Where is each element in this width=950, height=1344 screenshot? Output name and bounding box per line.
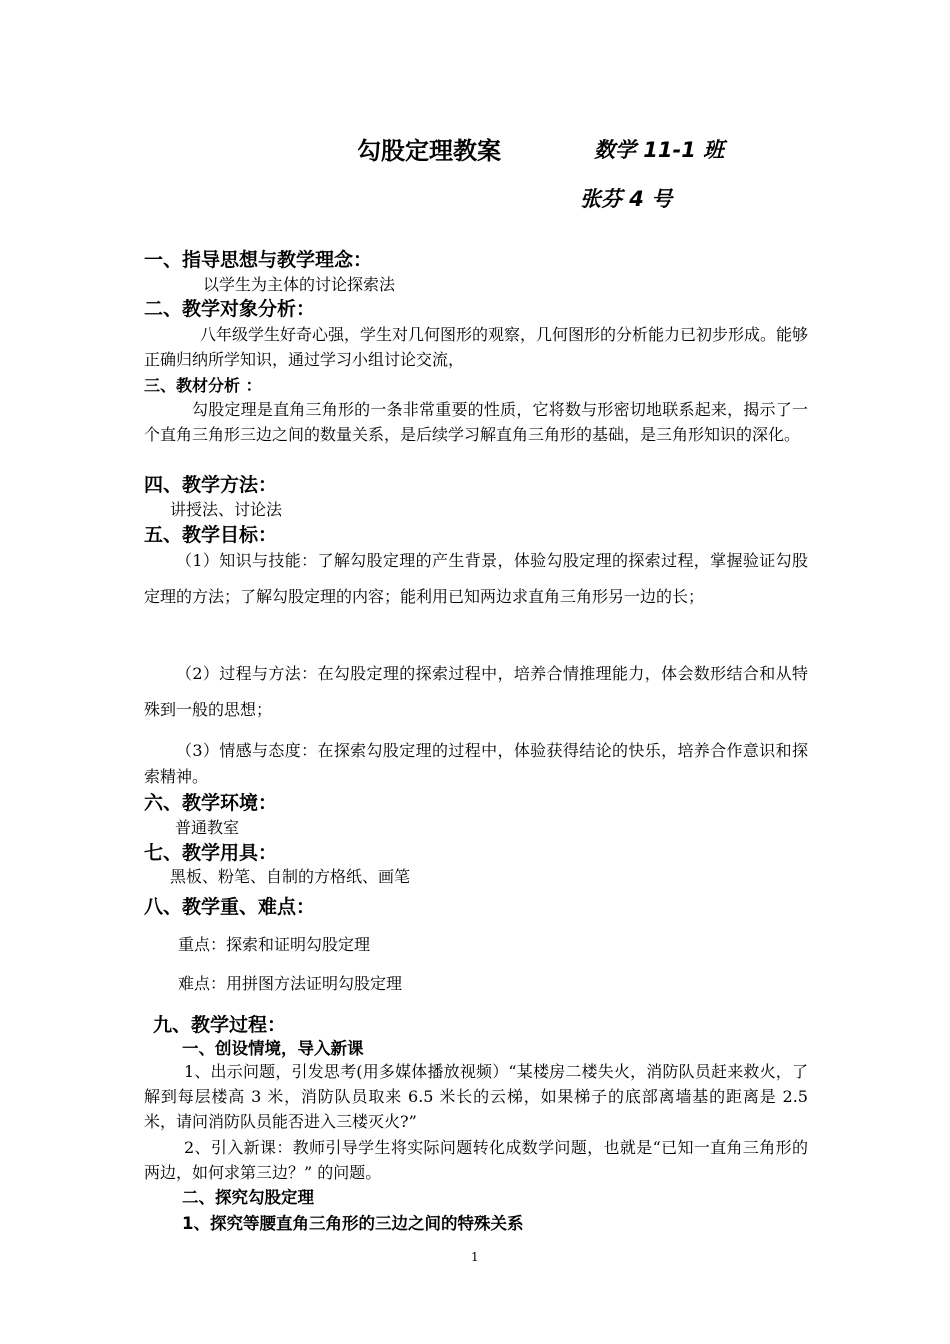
section-heading-2: 二、教学对象分析： (144, 298, 316, 320)
section-text-3: 勾股定理是直角三角形的一条非常重要的性质，它将数与形密切地联系起来，揭示了一个直角三角形三边之间的数量关系，是后续学习解直角三角形的基础，是三角形知识的深化。 (144, 400, 808, 444)
section-heading-1: 一、指导思想与教学理念： (144, 249, 373, 271)
page-number: 1 (471, 1250, 479, 1264)
process-paragraph-2: 2、引入新课：教师引导学生将实际问题转化成数学问题，也就是“已知一直角三角形的两边，如何求第三边？” 的问题。 (144, 1138, 808, 1182)
goal-emotion: （3）情感与态度：在探索勾股定理的过程中，体验获得结论的快乐，培养合作意识和探索精神。 (144, 741, 808, 786)
process-paragraph-1: 1、出示问题，引发思考(用多媒体播放视频）“某楼房二楼失火，消防队员赶来救火，了解到每层楼高 3 米，消防队员取来 6.5 米长的云梯，如果梯子的底部离墙基的距离是 2.5 米，请问消防队员能否进入三楼灭火?” (144, 1062, 808, 1131)
section-heading-6: 六、教学环境： (144, 792, 278, 814)
author-label: 张芬 4 号 (580, 187, 673, 211)
class-label: 数学 11-1 班 (594, 138, 725, 162)
section-heading-8: 八、教学重、难点： (144, 896, 316, 918)
section-heading-4: 四、教学方法： (144, 474, 278, 496)
document-title: 勾股定理教案 (357, 137, 501, 165)
subsection-heading-2-1: 1、探究等腰直角三角形的三边之间的特殊关系 (182, 1214, 524, 1233)
section-heading-3: 三、教材分析 ： (144, 376, 262, 395)
section-text-1: 以学生为主体的讨论探索法 (203, 275, 396, 294)
section-text-2: 八年级学生好奇心强，学生对几何图形的观察，几何图形的分析能力已初步形成。能够正确归纳所学知识，通过学习小组讨论交流， (144, 325, 809, 369)
section-heading-5: 五、教学目标： (144, 524, 278, 546)
key-point: 重点：探索和证明勾股定理 (178, 935, 371, 954)
difficult-point: 难点：用拼图方法证明勾股定理 (178, 974, 403, 993)
section-text-4: 讲授法、讨论法 (170, 500, 283, 519)
goal-knowledge: （1）知识与技能：了解勾股定理的产生背景，体验勾股定理的探索过程，掌握验证勾股定理的方法；了解勾股定理的内容；能利用已知两边求直角三角形另一边的长； (144, 551, 808, 606)
section-text-6: 普通教室 (175, 818, 240, 837)
subsection-heading-1: 一、创设情境，导入新课 (182, 1039, 364, 1058)
subsection-heading-2: 二、探究勾股定理 (182, 1188, 314, 1207)
goal-process: （2）过程与方法：在勾股定理的探索过程中，培养合情推理能力，体会数形结合和从特殊到一般的思想； (144, 664, 808, 719)
section-heading-7: 七、教学用具： (144, 842, 278, 864)
section-heading-9: 九、教学过程： (153, 1014, 287, 1036)
section-text-7: 黑板、粉笔、自制的方格纸、画笔 (170, 867, 411, 886)
